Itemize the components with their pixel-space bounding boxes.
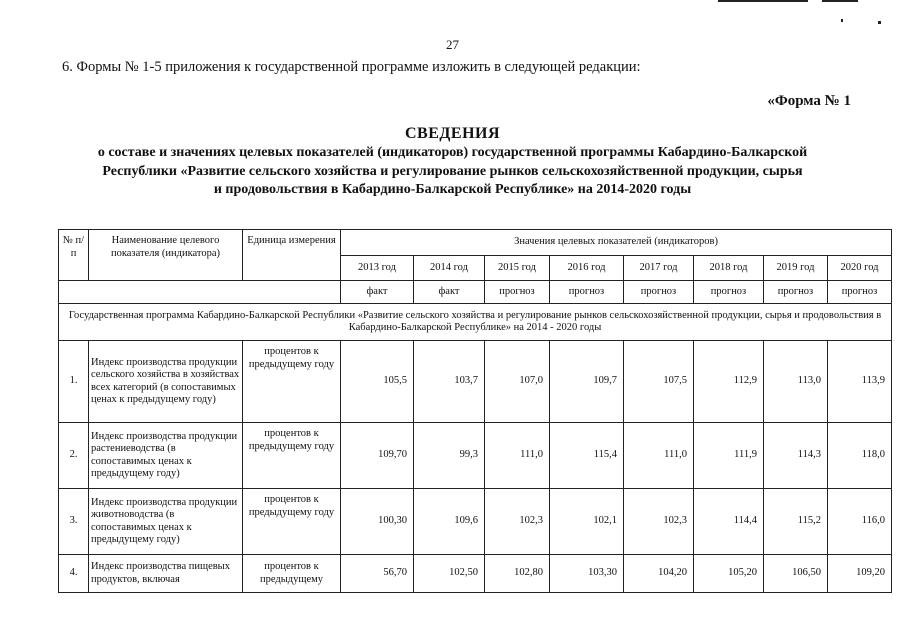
subtitle-line: о составе и значениях целевых показателей (индикаторов) государственной программы Кабардино-Балкарской: [97, 145, 808, 160]
subtitle-line: Республики «Развитие сельского хозяйства и регулирование рынков сельскохозяйственной продукции, сырья: [102, 163, 803, 179]
document-subtitle: [40, 144, 865, 200]
year-header: 2015 год: [485, 256, 550, 281]
year-header: 2018 год: [694, 256, 764, 281]
year-header: 2019 год: [764, 256, 828, 281]
form-label: «Форма № 1: [767, 93, 851, 109]
value-cell: 113,9: [828, 341, 892, 423]
value-cell: 100,30: [341, 489, 414, 555]
indicators-table: [58, 229, 892, 593]
indicator-unit: процентов к предыдущему: [243, 555, 341, 593]
value-cell: 102,3: [624, 489, 694, 555]
year-header: 2013 год: [341, 256, 414, 281]
indicator-name: Индекс производства пищевых продуктов, включая: [89, 555, 243, 593]
year-header: 2014 год: [414, 256, 485, 281]
header-num: № п/п: [59, 230, 89, 281]
value-cell: 105,20: [694, 555, 764, 593]
table-row: [59, 489, 892, 555]
value-cell: 113,0: [764, 341, 828, 423]
value-cell: 115,2: [764, 489, 828, 555]
value-cell: 111,0: [485, 423, 550, 489]
status-cell: прогноз: [485, 281, 550, 304]
value-cell: 107,0: [485, 341, 550, 423]
indicator-unit: процентов к предыдущему году: [243, 489, 341, 555]
status-cell: прогноз: [828, 281, 892, 304]
indicator-name: Индекс производства продукции растениеводства (в сопоставимых ценах к предыдущему году): [89, 423, 243, 489]
value-cell: 114,4: [694, 489, 764, 555]
intro-paragraph: 6. Формы № 1-5 приложения к государственной программе изложить в следующей редакции:: [62, 59, 641, 75]
scan-artifact-top-line: [718, 0, 808, 2]
value-cell: 118,0: [828, 423, 892, 489]
value-cell: 103,30: [550, 555, 624, 593]
value-cell: 115,4: [550, 423, 624, 489]
status-cell: прогноз: [694, 281, 764, 304]
value-cell: 102,80: [485, 555, 550, 593]
value-cell: 109,70: [341, 423, 414, 489]
row-number: 1.: [59, 341, 89, 423]
row-number: 2.: [59, 423, 89, 489]
value-cell: 107,5: [624, 341, 694, 423]
page-number: 27: [446, 37, 459, 52]
scan-artifact-top-line: [822, 0, 858, 2]
value-cell: 114,3: [764, 423, 828, 489]
year-header: 2017 год: [624, 256, 694, 281]
value-cell: 56,70: [341, 555, 414, 593]
value-cell: 109,7: [550, 341, 624, 423]
row-number: 3.: [59, 489, 89, 555]
document-title: СВЕДЕНИЯ: [404, 125, 501, 142]
status-cell: прогноз: [624, 281, 694, 304]
value-cell: 102,3: [485, 489, 550, 555]
value-cell: 111,9: [694, 423, 764, 489]
status-cell: прогноз: [550, 281, 624, 304]
value-cell: 102,50: [414, 555, 485, 593]
table-row: [59, 555, 892, 593]
value-cell: 109,6: [414, 489, 485, 555]
value-cell: 111,0: [624, 423, 694, 489]
scan-artifact-dot: [878, 21, 881, 24]
table-row: [59, 423, 892, 489]
indicator-name: Индекс производства продукции сельского хозяйства в хозяйствах всех категорий (в сопоставимых ценах к предыдущему году): [89, 341, 243, 423]
status-cell: прогноз: [764, 281, 828, 304]
value-cell: 105,5: [341, 341, 414, 423]
status-row-spacer: [59, 281, 341, 304]
indicator-name: Индекс производства продукции животноводства (в сопоставимых ценах к предыдущему году): [89, 489, 243, 555]
value-cell: 112,9: [694, 341, 764, 423]
program-title-row: Государственная программа Кабардино-Балкарской Республики «Развитие сельского хозяйства и регулирование рынков сельскохозяйственной продукции, сырья и продовольствия в Кабардино-Балкарской Республике» на 2014 - 2020 годы: [59, 304, 892, 341]
row-number: 4.: [59, 555, 89, 593]
value-cell: 104,20: [624, 555, 694, 593]
status-cell: факт: [341, 281, 414, 304]
table-row: [59, 341, 892, 423]
year-header: 2020 год: [828, 256, 892, 281]
header-indicator-name: Наименование целевого показателя (индикатора): [89, 230, 243, 281]
indicator-unit: процентов к предыдущему году: [243, 341, 341, 423]
value-cell: 102,1: [550, 489, 624, 555]
indicator-unit: процентов к предыдущему году: [243, 423, 341, 489]
header-unit: Единица измерения: [243, 230, 341, 281]
header-values-group: Значения целевых показателей (индикаторов): [341, 230, 892, 256]
value-cell: 103,7: [414, 341, 485, 423]
year-header: 2016 год: [550, 256, 624, 281]
value-cell: 109,20: [828, 555, 892, 593]
subtitle-line: и продовольствия в Кабардино-Балкарской Республике» на 2014-2020 годы: [213, 182, 692, 197]
scan-artifact-dot: [841, 19, 843, 22]
value-cell: 99,3: [414, 423, 485, 489]
status-cell: факт: [414, 281, 485, 304]
value-cell: 106,50: [764, 555, 828, 593]
value-cell: 116,0: [828, 489, 892, 555]
